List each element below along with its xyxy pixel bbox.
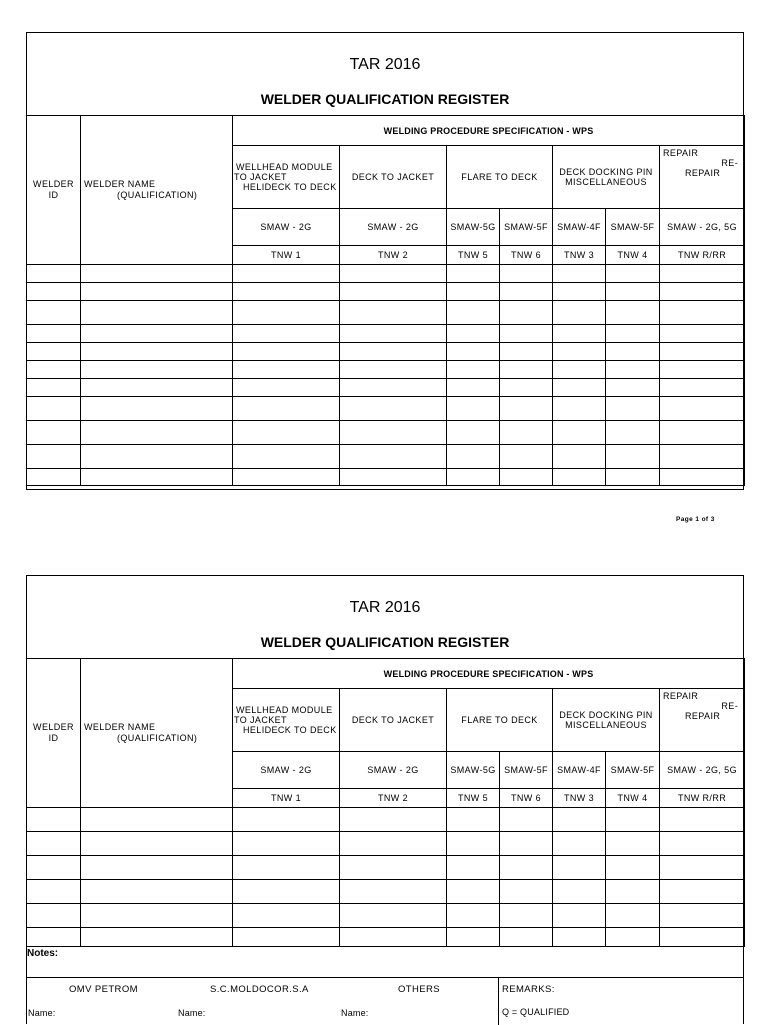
register-form-2	[26, 575, 744, 1024]
table-row	[27, 856, 745, 880]
table-row	[27, 265, 745, 283]
repair-header: REPAIR RE- REPAIR	[660, 146, 745, 209]
table-row	[27, 904, 745, 928]
form-title: TAR 2016	[349, 599, 421, 616]
qualification-table	[26, 115, 745, 486]
wellhead-module-header: WELLHEAD MODULE TO JACKET HELIDECK TO DECK	[233, 689, 340, 752]
procedure-code-cell: TNW 4	[606, 246, 660, 265]
signature-section	[26, 978, 744, 1025]
process-cell: SMAW - 2G, 5G	[660, 209, 745, 246]
wps-header: WELDING PROCEDURE SPECIFICATION - WPS	[233, 659, 745, 689]
process-cell: SMAW-4F	[553, 209, 606, 246]
form-title: TAR 2016	[349, 56, 421, 73]
procedure-code-cell: TNW 2	[340, 246, 447, 265]
welder-name-header: WELDER NAME (QUALIFICATION)	[81, 116, 233, 265]
process-cell: SMAW-5G	[447, 209, 500, 246]
deck-docking-header: DECK DOCKING PIN MISCELLANEOUS	[553, 689, 660, 752]
notes-label: Notes:	[27, 948, 59, 959]
blank-rows-form-1	[27, 265, 745, 486]
qualification-table	[26, 658, 745, 947]
procedure-code-cell: TNW 3	[553, 246, 606, 265]
repair-header: REPAIR RE- REPAIR	[660, 689, 745, 752]
table-row	[27, 469, 745, 486]
table-row	[27, 445, 745, 469]
table-row	[27, 343, 745, 361]
process-cell: SMAW-5G	[447, 752, 500, 789]
welder-id-header: WELDER ID	[27, 659, 81, 808]
blank-rows-form-2	[27, 808, 745, 947]
welder-id-header: WELDER ID	[27, 116, 81, 265]
register-form-1	[26, 32, 744, 490]
process-cell: SMAW-5F	[606, 752, 660, 789]
welder-name-header: WELDER NAME (QUALIFICATION)	[81, 659, 233, 808]
table-row	[27, 361, 745, 379]
procedure-code-cell: TNW 1	[233, 246, 340, 265]
procedure-code-cell: TNW R/RR	[660, 246, 745, 265]
form-subtitle: WELDER QUALIFICATION REGISTER	[260, 634, 510, 650]
wellhead-module-header: WELLHEAD MODULE TO JACKET HELIDECK TO DECK	[233, 146, 340, 209]
table-row	[27, 928, 745, 947]
table-row	[27, 832, 745, 856]
table-row	[27, 397, 745, 421]
name-field-others: Name:	[341, 1008, 369, 1018]
process-cell: SMAW - 2G, 5G	[660, 752, 745, 789]
procedure-code-cell: TNW 1	[233, 789, 340, 808]
table-row	[27, 379, 745, 397]
table-row	[27, 301, 745, 325]
wps-header: WELDING PROCEDURE SPECIFICATION - WPS	[233, 116, 745, 146]
table-row	[27, 880, 745, 904]
procedure-code-cell: TNW 4	[606, 789, 660, 808]
form-title-block	[27, 576, 743, 658]
procedure-code-cell: TNW 6	[500, 246, 553, 265]
flare-to-deck-header: FLARE TO DECK	[447, 146, 553, 209]
omv-petrom-label: OMV PETROM	[69, 984, 138, 995]
table-row	[27, 421, 745, 445]
moldocor-label: S.C.MOLDOCOR.S.A	[210, 984, 309, 995]
procedure-code-cell: TNW R/RR	[660, 789, 745, 808]
name-field-omv: Name:	[28, 1008, 56, 1018]
name-field-moldocor: Name:	[178, 1008, 206, 1018]
notes-section	[26, 946, 744, 978]
others-label: OTHERS	[398, 984, 440, 995]
table-row	[27, 325, 745, 343]
deck-to-jacket-header: DECK TO JACKET	[340, 689, 447, 752]
procedure-code-cell: TNW 2	[340, 789, 447, 808]
process-cell: SMAW - 2G	[233, 752, 340, 789]
process-cell: SMAW-5F	[606, 209, 660, 246]
process-cell: SMAW-5F	[500, 209, 553, 246]
process-cell: SMAW - 2G	[233, 209, 340, 246]
process-cell: SMAW-5F	[500, 752, 553, 789]
flare-to-deck-header: FLARE TO DECK	[447, 689, 553, 752]
process-cell: SMAW-4F	[553, 752, 606, 789]
procedure-code-cell: TNW 5	[447, 789, 500, 808]
deck-to-jacket-header: DECK TO JACKET	[340, 146, 447, 209]
process-cell: SMAW - 2G	[340, 752, 447, 789]
procedure-code-cell: TNW 6	[500, 789, 553, 808]
remarks-label: REMARKS:	[502, 984, 555, 995]
page-number: Page 1 of 3	[676, 516, 715, 523]
qualified-legend: Q = QUALIFIED	[502, 1007, 570, 1017]
table-row	[27, 808, 745, 832]
procedure-code-cell: TNW 3	[553, 789, 606, 808]
form-subtitle: WELDER QUALIFICATION REGISTER	[260, 91, 510, 107]
process-cell: SMAW - 2G	[340, 209, 447, 246]
form-title-block	[27, 33, 743, 115]
table-row	[27, 283, 745, 301]
deck-docking-header: DECK DOCKING PIN MISCELLANEOUS	[553, 146, 660, 209]
remarks-divider	[498, 978, 499, 1025]
procedure-code-cell: TNW 5	[447, 246, 500, 265]
